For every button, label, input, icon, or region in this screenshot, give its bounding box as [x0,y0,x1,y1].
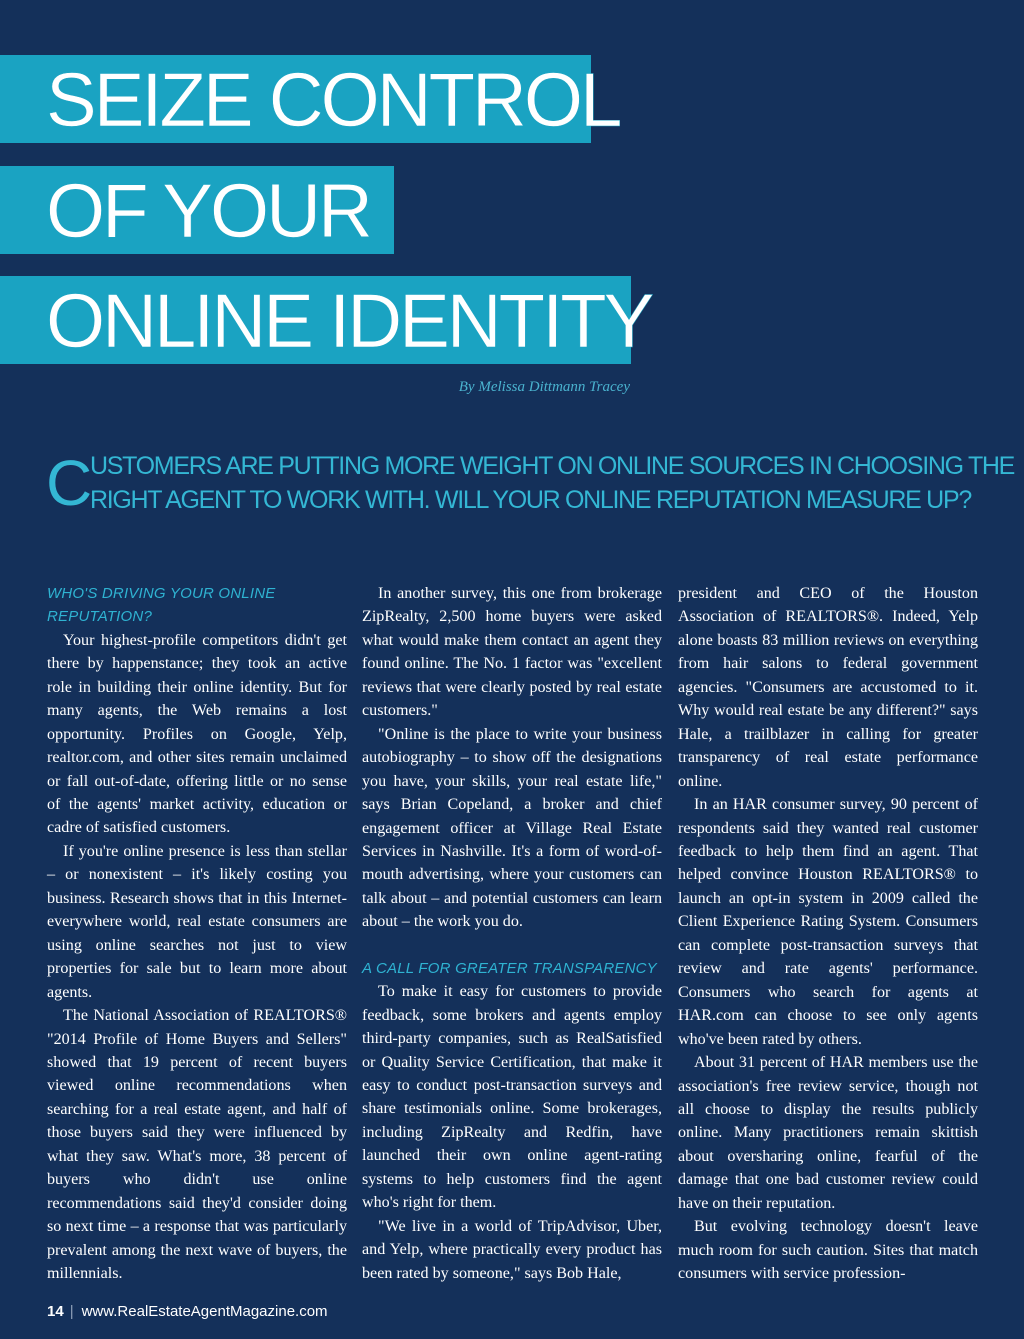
paragraph: But evolving technology doesn't leave much room for such caution. Sites that match consumers with service profession- [678,1218,978,1283]
paragraph: "We live in a world of TripAdvisor, Uber, and Yelp, where practically every product has been rated by someone," says Bob Hale, [362,1217,662,1282]
section-heading-online-reputation: WHO'S DRIVING YOUR ONLINE REPUTATION? [47,585,276,626]
title-band-1 [0,55,620,143]
section-heading-transparency: A CALL FOR GREATER TRANSPARENCY [362,959,657,977]
title-band-2 [0,166,394,254]
paragraph: To make it easy for customers to provide feedback, some brokers and agents employ third-party companies, such as RealSatisfied or Quality Service Certification, that make it easy to conduct post-transaction surveys and share testimonials online. Some brokerages, including ZipRealty and Redfin, have launched their own online agent-rating systems to help customers find the agent who's right for them. [362,983,662,1212]
title-band-3 [0,276,652,364]
title-line-3: ONLINE IDENTITY [46,279,652,364]
column-2 [362,582,662,1285]
paragraph: In another survey, this one from brokerage ZipRealty, 2,500 home buyers were asked what would make them contact an agent they found online. The No. 1 factor was "excellent reviews that were clearly posted by real estate customers." [362,585,662,720]
page-footer [47,1303,328,1320]
footer-website-link[interactable]: www.RealEstateAgentMagazine.com [81,1303,328,1320]
title-line-2: OF YOUR [46,169,370,254]
column-3 [678,582,978,1286]
paragraph: If you're online presence is less than stellar – or nonexistent – it's likely costing you business. Research shows that in this Internet-everywhere world, real estate consumers are using online searches not just to view properties for sale but to learn more about agents. [47,842,347,1001]
column-1 [47,582,347,1286]
page-number: 14 [47,1303,64,1320]
title-line-1: SEIZE CONTROL [46,58,620,143]
byline: By Melissa Dittmann Tracey [458,379,630,395]
paragraph: About 31 percent of HAR members use the association's free review service, though not all choose to display the results publicly online. Many practitioners remain skittish about oversharing online, fearful of the damage that one bad customer review could have on their reputation. [678,1054,978,1212]
paragraph: Your highest-profile competitors didn't get there by happenstance; they took an active role in building their online identity. But for many agents, the Web remains a lost opportunity. Profiles on Google, Yelp, realtor.com, and other sites remain unclaimed or fall out-of-date, offering little or no sense of the agents' market activity, education or cadre of satisfied customers. [47,631,347,837]
paragraph: "Online is the place to write your business autobiography – to show off the designations you have, your skills, your real estate life," says Brian Copeland, a broker and chief engagement officer at Village Real Estate Services in Nashville. It's a form of word-of-mouth advertising, where your customers can talk about – and potential customers can learn about – the work you do. [362,725,662,931]
deck-dropcap: C [46,447,93,519]
paragraph: The National Association of REALTORS® "2014 Profile of Home Buyers and Sellers" showed that 19 percent of recent buyers viewed online recommendations when searching for a real estate agent, and half of those buyers said they were influenced by what they saw. What's more, 38 percent of buyers who didn't use online recommendations said they'd consider doing so next time – a response that was particularly prevalent among the next wave of buyers, the millennials. [47,1007,347,1283]
paragraph: president and CEO of the Houston Association of REALTORS®. Indeed, Yelp alone boasts 83 million reviews on everything from hair salons to federal government agencies. "Consumers are accustomed to it. Why would real estate be any different?" says Hale, a trailblazer in calling for greater transparency of real estate performance online. [678,585,978,790]
deck-line-2: RIGHT AGENT TO WORK WITH. WILL YOUR ONLINE REPUTATION MEASURE UP? [90,486,971,514]
paragraph: In an HAR consumer survey, 90 percent of respondents said they wanted real customer feedback to help them find an agent. That helped convince Houston REALTORS® to launch an opt-in system in 2009 called the Client Experience Rating System. Consumers can complete post-transaction surveys that review and rate agents' performance. Consumers who search for agents at HAR.com can choose to see only agents who've been rated by others. [678,796,978,1048]
footer-separator: | [69,1303,74,1320]
deck-line-1: USTOMERS ARE PUTTING MORE WEIGHT ON ONLINE SOURCES IN CHOOSING THE [90,452,1015,480]
